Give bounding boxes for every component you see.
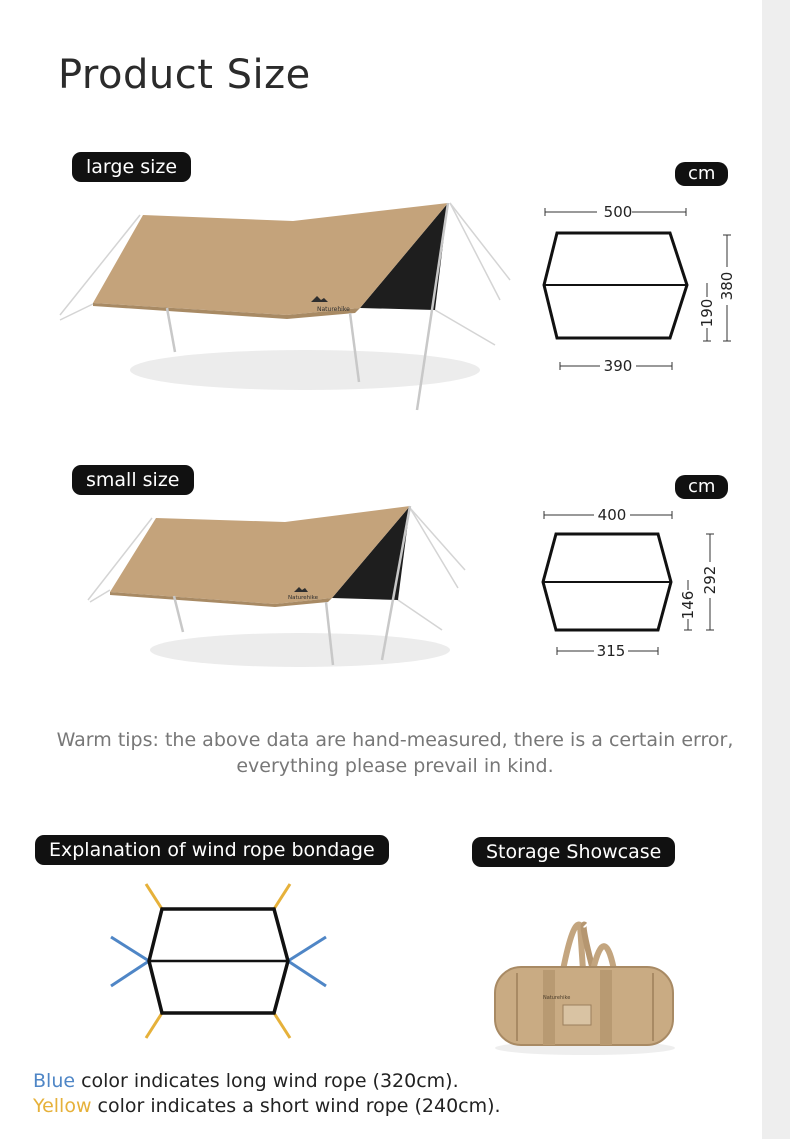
- large-tarp-logo: Naturehike: [317, 306, 350, 313]
- short-rope-bottom-right: [274, 1013, 290, 1038]
- storage-bag-image: [485, 915, 685, 1060]
- legend-yellow: [33, 1095, 501, 1117]
- long-rope-left-lower: [111, 961, 149, 986]
- small-top-width: 400: [597, 506, 627, 524]
- legend-blue-text: color indicates long wind rope (320cm).: [75, 1070, 459, 1092]
- large-tarp-image: [55, 195, 515, 420]
- storage-bag-logo: Naturehike: [543, 995, 571, 1001]
- small-unit-badge: cm: [675, 475, 728, 499]
- storage-showcase-label: Storage Showcase: [472, 837, 675, 867]
- small-inner-height: 146: [679, 590, 697, 620]
- legend-yellow-text: color indicates a short wind rope (240cm).: [91, 1095, 501, 1117]
- warm-tips: [0, 727, 790, 779]
- large-unit-badge: cm: [675, 162, 728, 186]
- small-outer-height: 292: [701, 565, 719, 595]
- legend-blue: [33, 1070, 459, 1092]
- long-rope-right-upper: [288, 937, 326, 961]
- wind-rope-label: Explanation of wind rope bondage: [35, 835, 389, 865]
- warm-tips-line-2: everything please prevail in kind.: [236, 755, 554, 777]
- large-dimension-diagram: [530, 195, 745, 385]
- small-tarp-image: [80, 500, 480, 695]
- short-rope-bottom-left: [146, 1013, 162, 1038]
- large-size-label: large size: [72, 152, 191, 182]
- wind-rope-diagram: [100, 875, 340, 1050]
- long-rope-right-lower: [288, 961, 326, 986]
- warm-tips-line-1: Warm tips: the above data are hand-measured, there is a certain error,: [56, 729, 734, 751]
- large-bottom-width: 390: [603, 357, 633, 375]
- short-rope-top-right: [274, 884, 290, 909]
- large-outer-height: 380: [718, 271, 736, 301]
- legend-blue-word: Blue: [33, 1070, 76, 1092]
- large-top-width: 500: [603, 203, 633, 221]
- page-title: Product Size: [58, 52, 311, 98]
- small-size-label: small size: [72, 465, 194, 495]
- legend-yellow-word: Yellow: [33, 1095, 92, 1117]
- short-rope-top-left: [146, 884, 162, 909]
- long-rope-left-upper: [111, 937, 149, 961]
- right-margin-strip: [762, 0, 790, 1139]
- large-inner-height: 190: [698, 298, 716, 328]
- small-tarp-logo: Naturehike: [288, 595, 319, 601]
- small-dimension-diagram: [530, 500, 745, 670]
- small-bottom-width: 315: [596, 642, 626, 660]
